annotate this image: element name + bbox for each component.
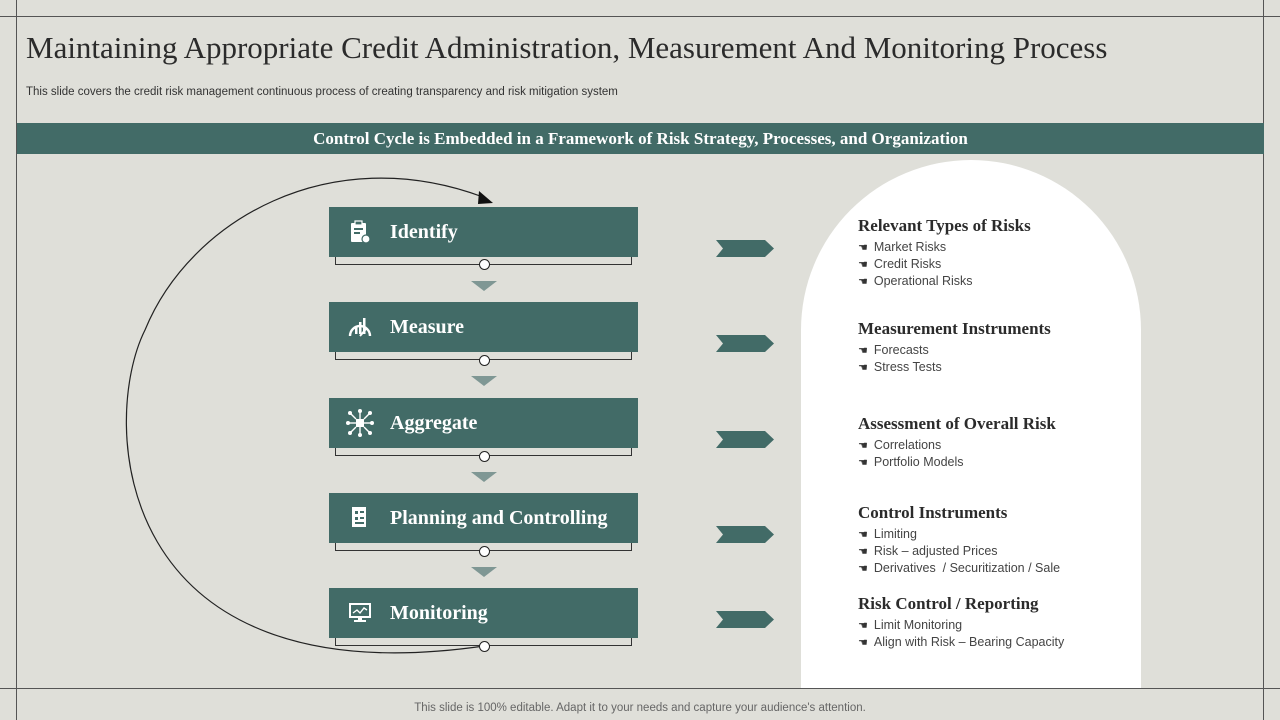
info-heading: Relevant Types of Risks xyxy=(858,216,1031,235)
info-block-measurement-instruments xyxy=(858,319,1051,376)
monitor-icon xyxy=(343,596,377,630)
step-label: Planning and Controlling xyxy=(390,506,608,529)
frame-right-line xyxy=(1263,0,1264,720)
pointing-hand-icon: ☚ xyxy=(858,276,868,288)
page-title: Maintaining Appropriate Credit Administration, Measurement And Monitoring Process xyxy=(26,30,1108,65)
chevron-arrow-icon xyxy=(716,335,774,352)
step-label: Identify xyxy=(390,220,458,243)
pointing-hand-icon: ☚ xyxy=(858,345,868,357)
connector-dot xyxy=(479,546,490,557)
step-label: Measure xyxy=(390,315,465,338)
list-item: ☚ Market Risks xyxy=(858,240,947,254)
step-label: Monitoring xyxy=(390,601,488,624)
clipboard-icon xyxy=(343,215,377,249)
pointing-hand-icon: ☚ xyxy=(858,620,868,632)
pointing-hand-icon: ☚ xyxy=(858,242,868,254)
step-arrow xyxy=(471,472,497,482)
pointing-hand-icon: ☚ xyxy=(858,529,868,541)
chevron-arrow-icon xyxy=(716,431,774,448)
list-item: ☚ Align with Risk – Bearing Capacity xyxy=(858,635,1065,649)
chevron-arrow-icon xyxy=(716,240,774,257)
info-heading: Control Instruments xyxy=(858,503,1008,522)
step-planning-and-controlling[interactable] xyxy=(329,493,638,543)
planning-document-icon xyxy=(343,501,377,535)
list-item: ☚ Credit Risks xyxy=(858,257,942,271)
list-item: ☚ Correlations xyxy=(858,438,942,452)
step-arrow xyxy=(471,376,497,386)
info-block-overall-risk xyxy=(858,414,1056,471)
frame-left-line xyxy=(16,0,17,720)
connector-dot xyxy=(479,259,490,270)
chevron-arrow-icon xyxy=(716,611,774,628)
info-heading: Risk Control / Reporting xyxy=(858,594,1039,613)
frame-bottom-line xyxy=(0,688,1280,689)
pointing-hand-icon: ☚ xyxy=(858,546,868,558)
connector-dot xyxy=(479,641,490,652)
step-measure[interactable] xyxy=(329,302,638,352)
info-heading: Assessment of Overall Risk xyxy=(858,414,1056,433)
pointing-hand-icon: ☚ xyxy=(858,457,868,469)
step-monitoring[interactable] xyxy=(329,588,638,638)
page-subtitle: This slide covers the credit risk management continuous process of creating transparency and risk mitigation system xyxy=(26,86,618,98)
connector-dot xyxy=(479,451,490,462)
step-aggregate[interactable] xyxy=(329,398,638,448)
info-block-risk-types xyxy=(858,216,1031,290)
pointing-hand-icon: ☚ xyxy=(858,362,868,374)
pointing-hand-icon: ☚ xyxy=(858,563,868,575)
network-hub-icon xyxy=(343,406,377,440)
pointing-hand-icon: ☚ xyxy=(858,440,868,452)
info-block-risk-control-reporting xyxy=(858,594,1064,651)
list-item: ☚ Portfolio Models xyxy=(858,455,964,469)
list-item: ☚ Stress Tests xyxy=(858,360,942,374)
list-item: ☚ Limit Monitoring xyxy=(858,618,963,632)
banner: Control Cycle is Embedded in a Framework of Risk Strategy, Processes, and Organization xyxy=(17,123,1264,154)
list-item: ☚ Derivatives / Securitization / Sale xyxy=(858,561,1061,575)
frame-top-line xyxy=(0,16,1280,17)
step-arrow xyxy=(471,567,497,577)
list-item: ☚ Limiting xyxy=(858,527,917,541)
pointing-hand-icon: ☚ xyxy=(858,259,868,271)
step-label: Aggregate xyxy=(390,411,478,434)
pointing-hand-icon: ☚ xyxy=(858,637,868,649)
connector-dot xyxy=(479,355,490,366)
list-item: ☚ Operational Risks xyxy=(858,274,973,288)
gauge-chart-icon xyxy=(343,310,377,344)
footer-note: This slide is 100% editable. Adapt it to your needs and capture your audience's attention. xyxy=(414,702,866,714)
info-block-control-instruments xyxy=(858,503,1060,577)
chevron-arrow-icon xyxy=(716,526,774,543)
list-item: ☚ Risk – adjusted Prices xyxy=(858,544,998,558)
list-item: ☚ Forecasts xyxy=(858,343,929,357)
step-identify[interactable] xyxy=(329,207,638,257)
info-heading: Measurement Instruments xyxy=(858,319,1051,338)
step-arrow xyxy=(471,281,497,291)
